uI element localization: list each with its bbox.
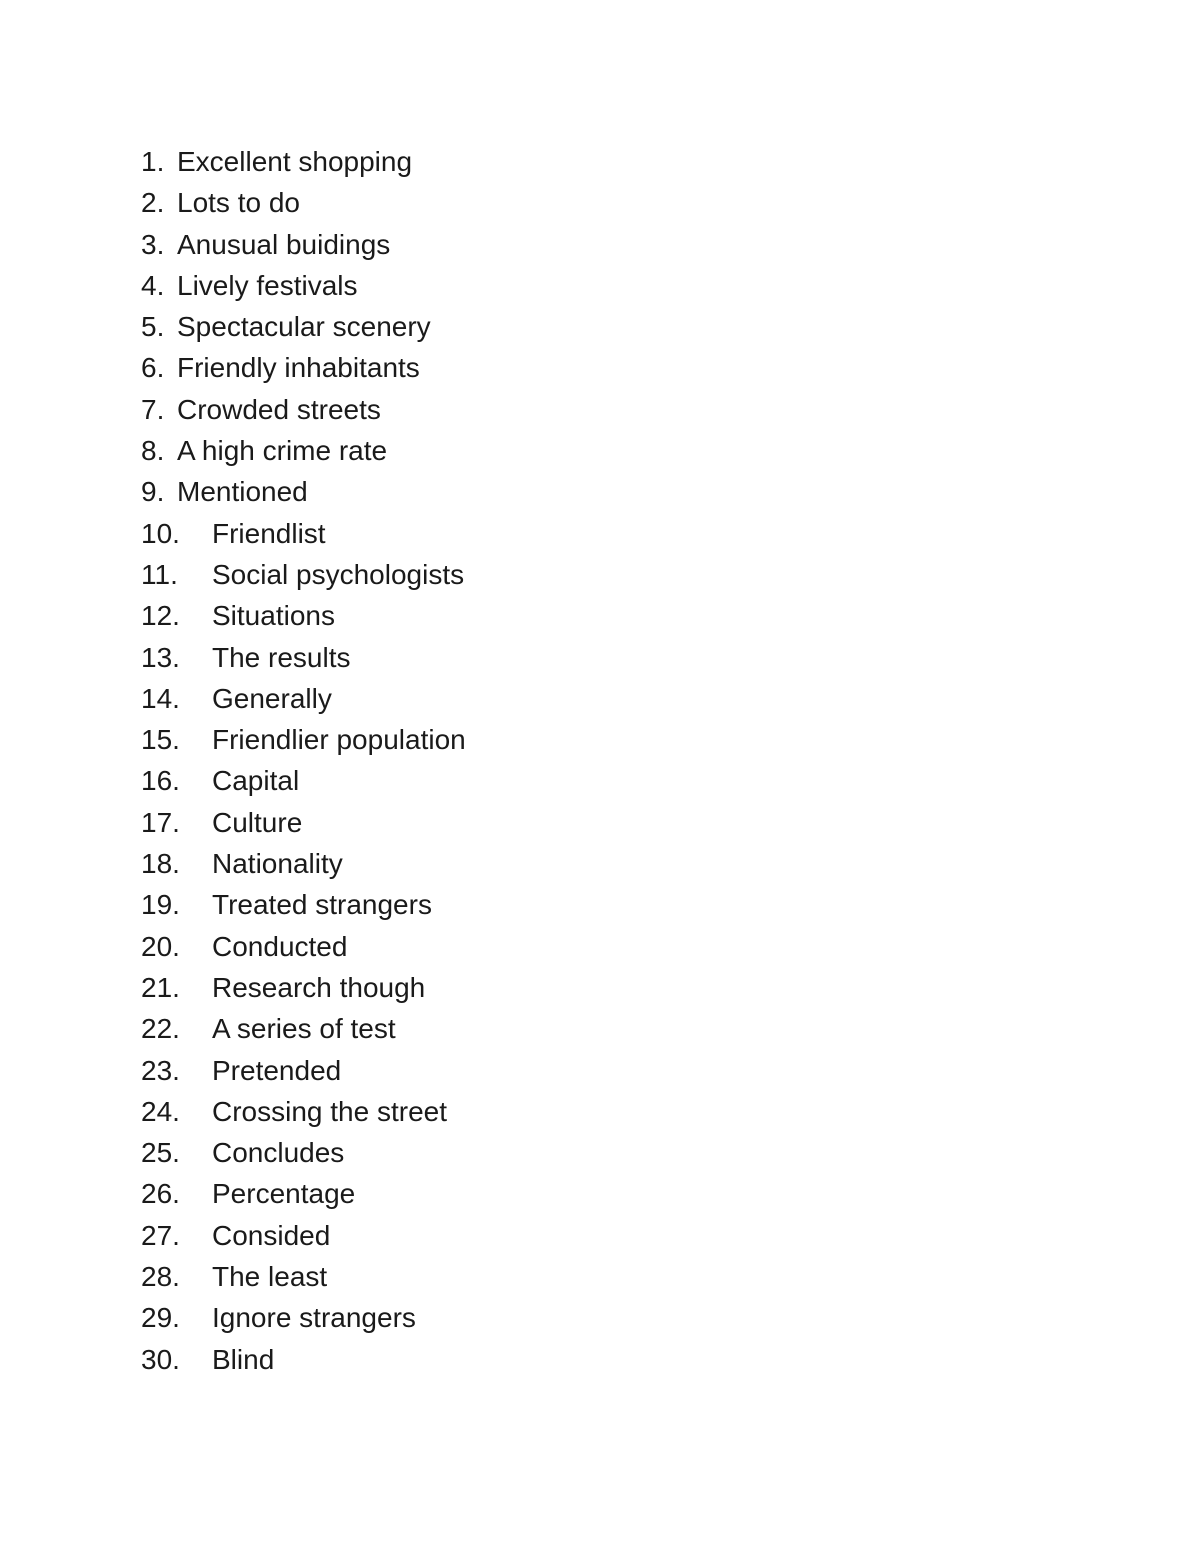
list-item-text: Spectacular scenery xyxy=(177,311,431,343)
list-item-number: 20. xyxy=(141,930,180,962)
list-item xyxy=(141,926,466,967)
list-item-number: 10. xyxy=(141,517,180,549)
list-item-number: 9. xyxy=(141,476,165,508)
list-item-number: 14. xyxy=(141,682,180,714)
list-item-text: Treated strangers xyxy=(212,889,432,921)
list-item xyxy=(141,265,466,306)
list-item-number: 22. xyxy=(141,1013,180,1045)
list-item-number: 1. xyxy=(141,146,165,177)
list-item xyxy=(141,1008,466,1049)
list-item-text: Conducted xyxy=(212,930,348,962)
list-item xyxy=(141,843,466,884)
list-item xyxy=(141,1132,466,1173)
list-item-number: 15. xyxy=(141,724,180,756)
list-item xyxy=(141,389,466,430)
list-item-number: 16. xyxy=(141,765,180,797)
list-item-number: 29. xyxy=(141,1302,180,1334)
list-item-number: 25. xyxy=(141,1137,180,1169)
list-item-text: Research though xyxy=(212,971,426,1003)
list-item-text: A series of test xyxy=(212,1013,396,1045)
list-item xyxy=(141,719,466,760)
list-item-number: 13. xyxy=(141,641,180,673)
list-item-text: Percentage xyxy=(212,1178,356,1210)
list-item xyxy=(141,1339,466,1380)
list-item-text: Culture xyxy=(212,806,303,838)
list-item-text: Ignore strangers xyxy=(212,1302,416,1334)
list-item-number: 18. xyxy=(141,848,180,880)
list-item xyxy=(141,430,466,471)
list-item-text: Social psychologists xyxy=(212,558,465,590)
list-item-number: 21. xyxy=(141,971,180,1003)
list-item xyxy=(141,347,466,388)
list-item xyxy=(141,1256,466,1297)
list-item-number: 19. xyxy=(141,889,180,921)
list-item xyxy=(141,1215,466,1256)
list-item xyxy=(141,224,466,265)
list-item-text: Excellent shopping xyxy=(177,146,413,177)
list-item-text: Lively festivals xyxy=(177,269,358,301)
list-item-number: 11. xyxy=(141,558,178,590)
list-item-text: Friendlist xyxy=(212,517,326,549)
list-item-number: 12. xyxy=(141,600,180,632)
list-item-text: Crowded streets xyxy=(177,393,381,425)
numbered-list xyxy=(141,141,466,1380)
list-item-text: Friendly inhabitants xyxy=(177,352,420,384)
list-item xyxy=(141,513,466,554)
list-item xyxy=(141,637,466,678)
list-item-text: The least xyxy=(212,1261,328,1293)
list-item-number: 8. xyxy=(141,435,165,467)
list-item xyxy=(141,182,466,223)
list-item-text: Mentioned xyxy=(177,476,308,508)
list-item xyxy=(141,884,466,925)
list-item-text: Generally xyxy=(212,682,332,714)
list-item-number: 7. xyxy=(141,393,165,425)
list-item-number: 2. xyxy=(141,187,165,219)
list-item-number: 26. xyxy=(141,1178,180,1210)
list-item xyxy=(141,471,466,512)
list-item-number: 30. xyxy=(141,1343,180,1375)
list-item-text: Blind xyxy=(212,1343,275,1375)
list-item-text: Capital xyxy=(212,765,300,797)
list-item-number: 23. xyxy=(141,1054,180,1086)
list-item-text: Crossing the street xyxy=(212,1095,447,1127)
list-item xyxy=(141,1050,466,1091)
list-item-text: Pretended xyxy=(212,1054,342,1086)
list-item-text: Lots to do xyxy=(177,187,300,219)
list-item-number: 24. xyxy=(141,1095,180,1127)
list-item xyxy=(141,595,466,636)
list-item xyxy=(141,1091,466,1132)
list-item-text: The results xyxy=(212,641,351,673)
list-item-number: 27. xyxy=(141,1219,180,1251)
list-item xyxy=(141,141,466,182)
list-item xyxy=(141,1173,466,1214)
list-item-text: Concludes xyxy=(212,1137,345,1169)
list-item-number: 5. xyxy=(141,311,165,343)
list-item-text: Situations xyxy=(212,600,335,632)
list-item-number: 6. xyxy=(141,352,165,384)
list-item-number: 28. xyxy=(141,1261,180,1293)
list-item-number: 3. xyxy=(141,228,165,260)
list-item xyxy=(141,554,466,595)
list-item-text: A high crime rate xyxy=(177,435,388,467)
list-item xyxy=(141,802,466,843)
list-item-number: 4. xyxy=(141,269,165,301)
list-item xyxy=(141,760,466,801)
list-item xyxy=(141,306,466,347)
list-item xyxy=(141,1297,466,1338)
list-item-text: Nationality xyxy=(212,848,343,880)
list-item-text: Consided xyxy=(212,1219,331,1251)
list-item-text: Friendlier population xyxy=(212,724,466,756)
list-item-text: Anusual buidings xyxy=(177,228,391,260)
list-item xyxy=(141,678,466,719)
list-item xyxy=(141,967,466,1008)
list-item-number: 17. xyxy=(141,806,180,838)
